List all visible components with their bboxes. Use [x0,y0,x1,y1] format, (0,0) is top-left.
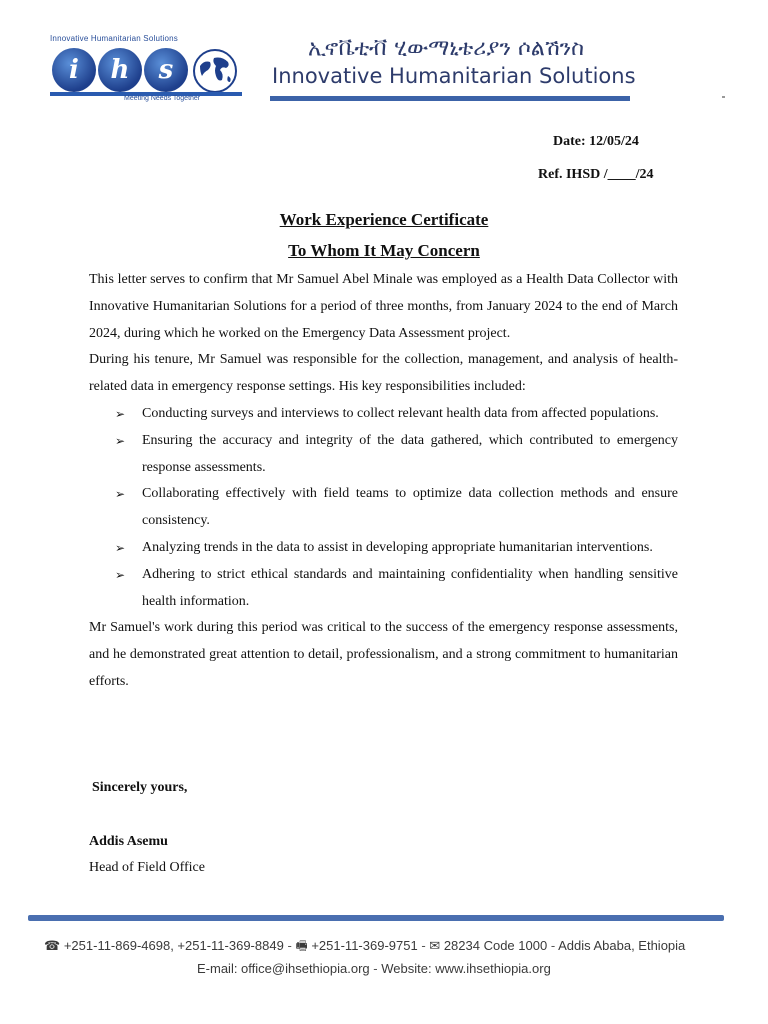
logo-motto: Meeting Needs Together [124,95,201,102]
logo-letter-h: h [98,48,142,92]
closing-greeting: Sincerely yours, [92,780,188,795]
footer-pobox: 28234 Code 1000 [443,938,548,953]
logo-circles [52,48,238,94]
signatory-name: Addis Asemu [89,834,168,849]
fax-icon: 🖷 [295,938,308,953]
globe-icon [192,48,238,94]
responsibilities-list [89,401,678,615]
list-item: ➢ Analyzing trends in the data to assist in developing appropriate humanitarian interventions. [89,535,678,562]
footer-phone: +251-11-869-4698, +251-11-369-8849 [63,938,284,953]
list-item: ➢ Collaborating effectively with field teams to optimize data collection methods and ensure consistency. [89,481,678,535]
footer-rule [28,915,724,921]
arrow-bullet-icon: ➢ [115,567,126,582]
reference-number: Ref. IHSD /____/24 [538,167,654,182]
footer-web-line: E-mail: office@ihsethiopia.org - Website: www.ihsethiopia.org [197,961,551,976]
footer-city: Addis Ababa, Ethiopia [558,938,686,953]
closing-paragraph: Mr Samuel's work during this period was critical to the success of the emergency response assessments, and he demonstrated great attention to detail, professionalism, and a strong commitment to humanitarian efforts. [89,620,678,689]
letter-body [89,267,678,696]
list-item: ➢ Conducting surveys and interviews to collect relevant health data from affected populations. [89,401,678,428]
logo-tagline: Innovative Humanitarian Solutions [50,34,179,43]
footer-email[interactable]: E-mail: office@ihsethiopia.org [197,961,370,976]
mail-box-icon: ✉ [429,938,441,953]
ihs-logo [50,34,245,104]
letter-date: Date: 12/05/24 [553,134,639,149]
intro-paragraph: This letter serves to confirm that Mr Samuel Abel Minale was employed as a Health Data Collector with Innovative Humanitarian Solutions for a period of three months, from January 2024 to the end of March 2024, during which he worked on the Emergency Data Assessment project. [89,272,678,341]
responsibilities-intro: During his tenure, Mr Samuel was responsible for the collection, management, and analysis of health-related data in emergency response settings. His key responsibilities included: [89,352,678,395]
org-name-english: Innovative Humanitarian Solutions [272,64,636,88]
arrow-bullet-icon: ➢ [115,540,126,555]
arrow-bullet-icon: ➢ [115,433,126,448]
logo-letter-i: i [52,48,96,92]
arrow-bullet-icon: ➢ [115,487,126,502]
list-item: ➢ Adhering to strict ethical standards and maintaining confidentiality when handling sensitive health information. [89,562,678,616]
certificate-title: Work Experience Certificate [279,210,489,229]
footer-fax: +251-11-369-9751 [311,938,418,953]
footer-contact-line: ☎ +251-11-869-4698, +251-11-369-8849 - 🖷 +251-11-369-9751 - ✉ 28234 Code 1000 - Addis Ababa, Ethiopia [44,938,686,953]
decorative-dot [722,96,725,98]
logo-letter-s: s [144,48,188,92]
footer-website[interactable]: Website: www.ihsethiopia.org [381,961,551,976]
signatory-title: Head of Field Office [89,860,205,875]
phone-icon: ☎ [44,938,61,953]
org-name-amharic: ኢኖቬቲቭ ሂውማኒቴሪያን ሶልሽንስ [308,36,585,61]
arrow-bullet-icon: ➢ [115,406,126,421]
salutation-title: To Whom It May Concern [288,241,480,260]
list-item: ➢ Ensuring the accuracy and integrity of the data gathered, which contributed to emergency response assessments. [89,428,678,482]
header-rule [270,96,630,101]
